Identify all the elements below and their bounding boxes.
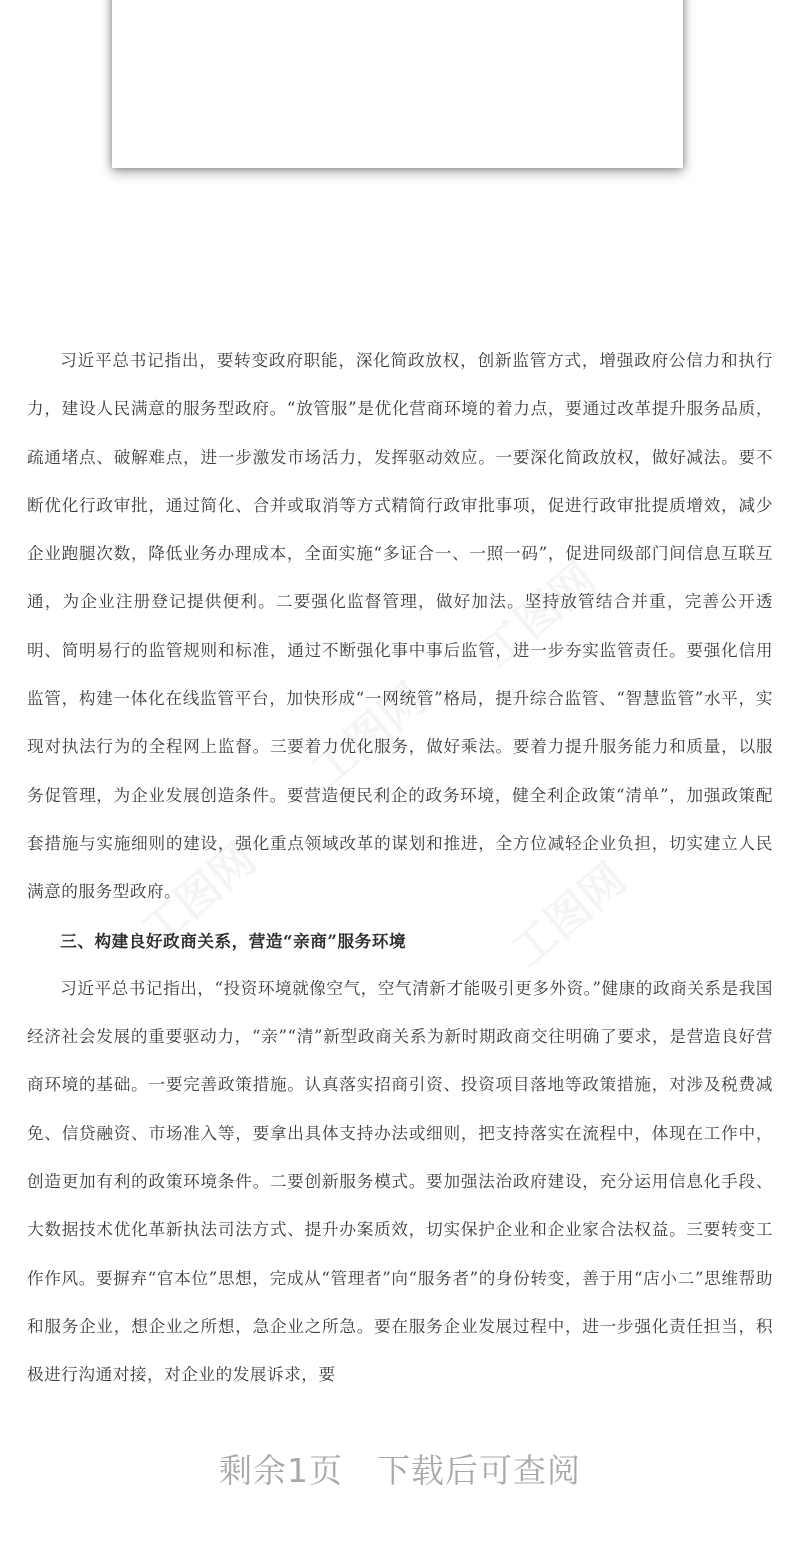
- document-body: [27, 337, 773, 1400]
- download-hint-label: 下载后可查阅: [377, 1451, 581, 1490]
- body-paragraph: 习近平总书记指出，“投资环境就像空气，空气清新才能吸引更多外资。”健康的政商关系是我国经济社会发展的重要驱动力，“亲”“清”新型政商关系为新时期政商交往明确了要求，是营造良好营商环境的基础。一要完善政策措施。认真落实招商引资、投资项目落地等政策措施，对涉及税费减免、信贷融资、市场准入等，要拿出具体支持办法或细则，把支持落实在流程中，体现在工作中，创造更加有利的政策环境条件。二要创新服务模式。要加强法治政府建设，充分运用信息化手段、大数据技术优化革新执法司法方式、提升办案质效，切实保护企业和企业家合法权益。三要转变工作作风。要摒弃“官本位”思想，完成从“管理者”向“服务者”的身份转变，善于用“店小二”思维帮助和服务企业，想企业之所想，急企业之所急。要在服务企业发展过程中，进一步强化责任担当，积极进行沟通对接，对企业的发展诉求，要: [27, 978, 773, 1385]
- remaining-pages-notice[interactable]: [0, 1445, 800, 1492]
- section-heading: 三、构建良好政商关系，营造“亲商”服务环境: [60, 930, 407, 951]
- previous-page-preview: [112, 0, 683, 168]
- body-paragraph: 习近平总书记指出，要转变政府职能，深化简政放权，创新监管方式，增强政府公信力和执行力，建设人民满意的服务型政府。“放管服”是优化营商环境的着力点，要通过改革提升服务品质，疏通堵点、破解难点，进一步激发市场活力，发挥驱动效应。一要深化简政放权，做好减法。要不断优化行政审批，通过简化、合并或取消等方式精简行政审批事项，促进行政审批提质增效，减少企业跑腿次数，降低业务办理成本，全面实施“多证合一、一照一码”，促进同级部门间信息互联互通，为企业注册登记提供便利。二要强化监督管理，做好加法。坚持放管结合并重，完善公开透明、简明易行的监管规则和标准，通过不断强化事中事后监管，进一步夯实监管责任。要强化信用监管，构建一体化在线监管平台，加快形成“一网统管”格局，提升综合监管、“智慧监管”水平，实现对执法行为的全程网上监督。三要着力优化服务，做好乘法。要着力提升服务能力和质量，以服务促管理，为企业发展创造条件。要营造便民利企的政务环境，健全利企政策“清单”，加强政策配套措施与实施细则的建设，强化重点领域改革的谋划和推进，全方位减轻企业负担，切实建立人民满意的服务型政府。: [27, 351, 773, 902]
- remaining-pages-label: 剩余1页: [219, 1451, 343, 1490]
